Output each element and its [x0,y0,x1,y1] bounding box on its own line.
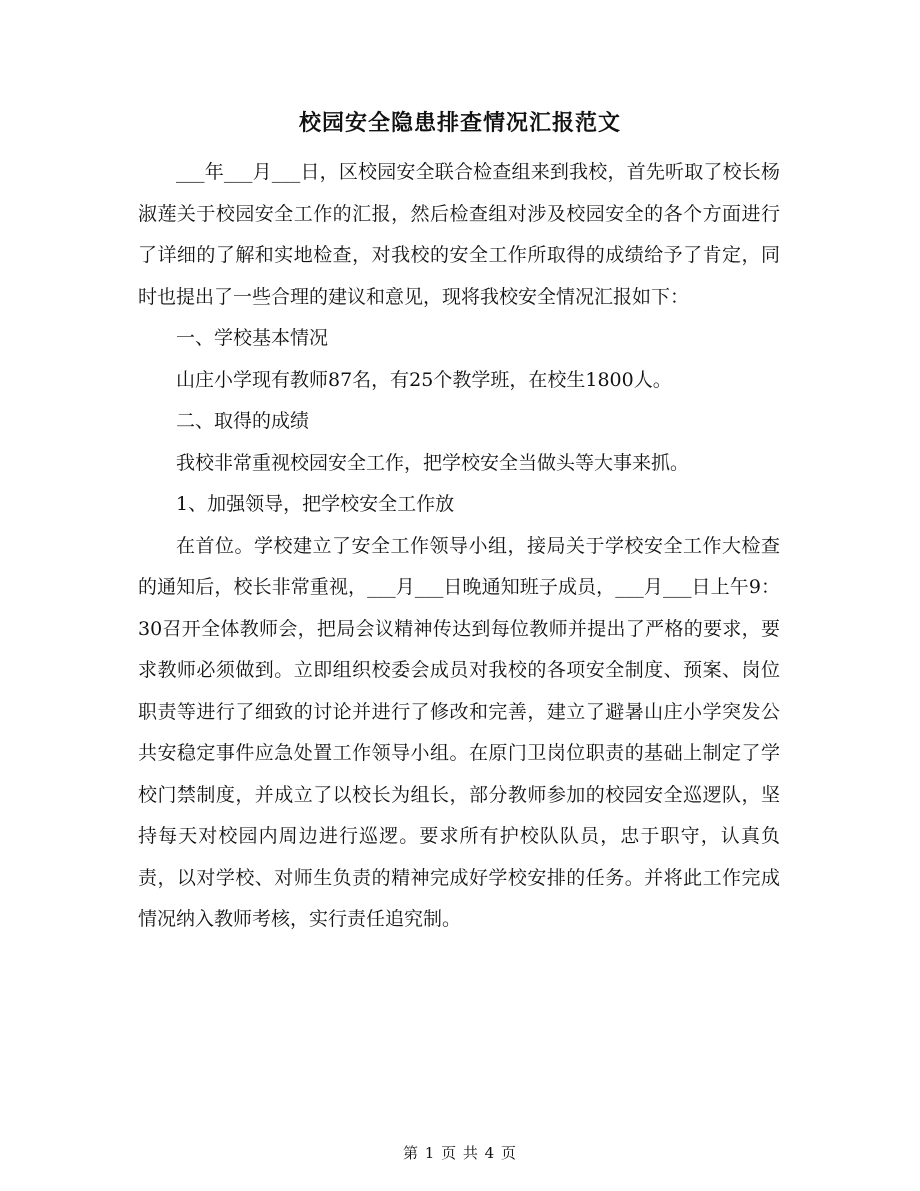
heading-achievements: 二、取得的成绩 [176,410,310,432]
page-number-footer: 第 1 页 共 4 页 [403,1144,517,1162]
paragraph-intro: ___年___月___日，区校园安全联合检查组来到我校，首先听取了校长杨淑莲关于校园安全工作的汇报，然后检查组对涉及校园安全的各个方面进行了详细的了解和实地检查，对我校的安全工作所取得的成绩给予了肯定，同时也提出了一些合理的建议和意见，现将我校安全情况汇报如下： [138,161,780,308]
heading-school-basic-info: 一、学校基本情况 [176,327,329,349]
paragraph-leadership-detail: 在首位。学校建立了安全工作领导小组，接局关于学校安全工作大检查的通知后，校长非常重视，___月___日晚通知班子成员，___月___日上午9：30召开全体教师会，把局会议精神传达到每位教师并提出了严格的要求，要求教师必须做到。立即组织校委会成员对我校的各项安全制度、预案、岗位职责等进行了细致的讨论并进行了修改和完善，建立了避暑山庄小学突发公共安稳定事件应急处置工作领导小组。在原门卫岗位职责的基础上制定了学校门禁制度，并成立了以校长为组长，部分教师参加的校园安全巡逻队，坚持每天对校园内周边进行巡逻。要求所有护校队队员，忠于职守，认真负责，以对学校、对师生负责的精神完成好学校安排的任务。并将此工作完成情况纳入教师考核，实行责任追究制。 [138,534,780,930]
document-body [138,152,780,941]
paragraph-achievements: 我校非常重视校园安全工作，把学校安全当做头等大事来抓。 [176,451,690,474]
document-title: 校园安全隐患排查情况汇报范文 [298,110,621,136]
paragraph-school-basic-info: 山庄小学现有教师87名，有25个教学班，在校生1800人。 [176,368,672,391]
subheading-leadership: 1、加强领导，把学校安全工作放 [176,493,455,515]
